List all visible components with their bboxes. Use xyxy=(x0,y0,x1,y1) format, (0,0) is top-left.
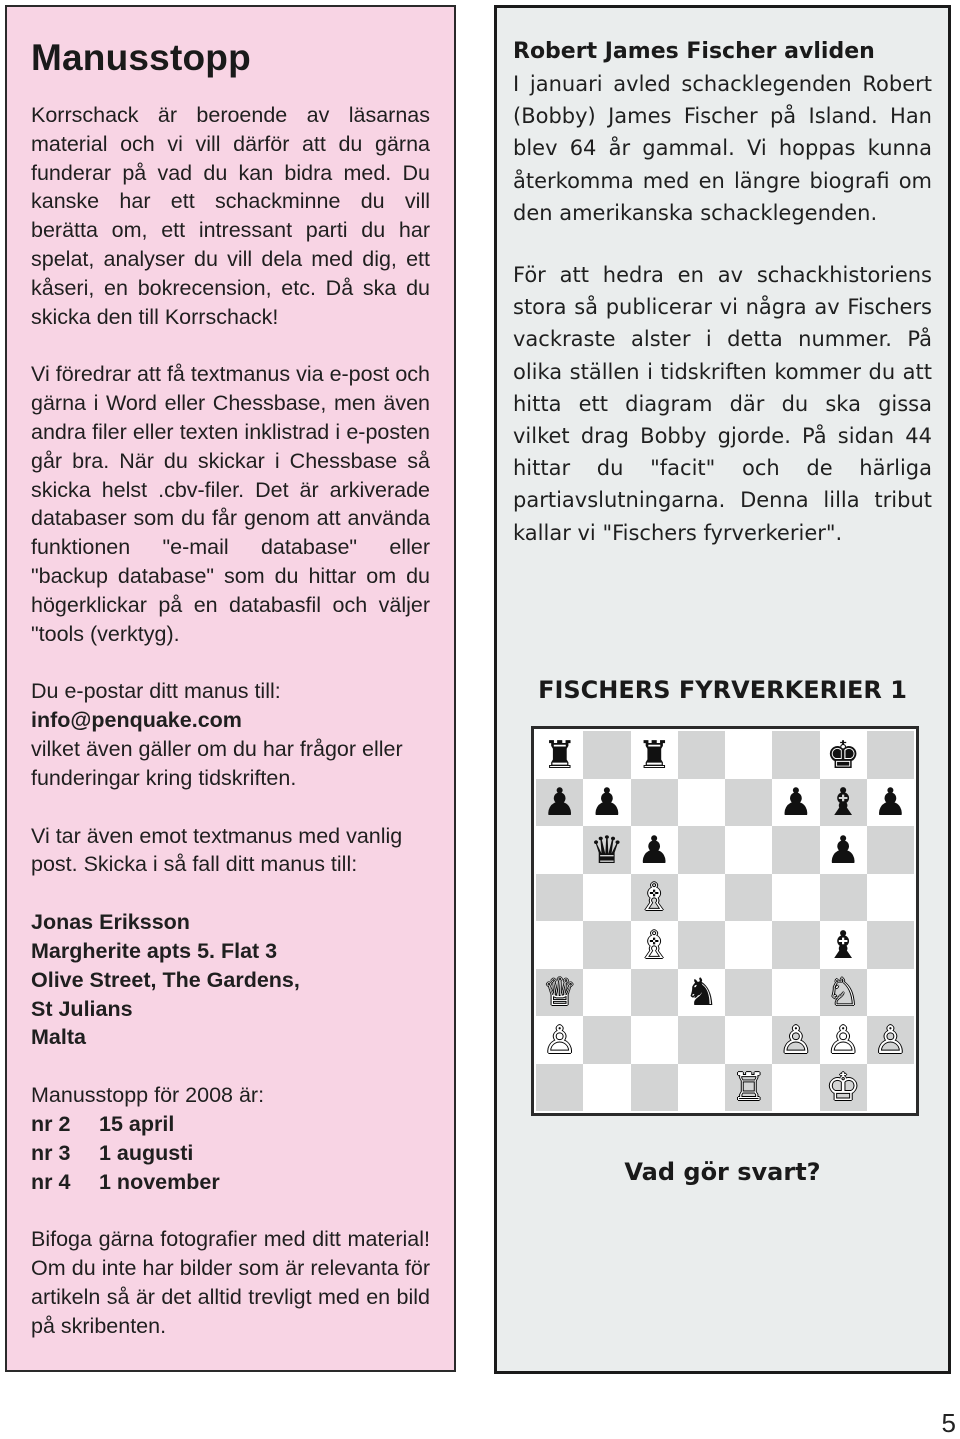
chess-piece-icon: ♔ xyxy=(826,1065,861,1110)
deadline-nr: nr 4 xyxy=(31,1169,71,1194)
board-square xyxy=(772,921,819,969)
board-square xyxy=(867,731,914,779)
article-headline: Robert James Fischer avliden xyxy=(513,39,875,64)
board-square xyxy=(820,779,867,827)
closing-paragraph: Bifoga gärna fotografier med ditt material! Om du inte har bilder som är relevanta för artikeln så är det alltid trevligt med en bild på skribenten. xyxy=(31,1227,430,1338)
chess-piece-icon: ♘ xyxy=(826,970,861,1015)
address-line: Jonas Eriksson xyxy=(31,910,190,935)
board-square xyxy=(583,969,630,1017)
email-outro: vilket även gäller om du har frågor eller funderingar kring tidskriften. xyxy=(31,736,403,790)
chess-piece-icon: ♟ xyxy=(873,780,908,825)
board-square xyxy=(772,1064,819,1112)
chess-piece-icon: ♙ xyxy=(826,1017,861,1062)
board-square xyxy=(725,1064,772,1112)
board-square xyxy=(820,921,867,969)
board-square xyxy=(820,1016,867,1064)
intro-paragraph: Korrschack är beroende av läsarnas material och vi vill därför att du gärna funderar på vad du kan bidra med. Du kanske har ett schackminne du vill berätta om, ett intressant parti du har spelat, analyser du vill dela med dig, ett kåseri, en bokrecension, etc. Då ska du skicka den till Korrschack! xyxy=(31,103,430,329)
page-number: 5 xyxy=(941,1408,956,1438)
board-square xyxy=(678,826,725,874)
board-square xyxy=(725,874,772,922)
board-square xyxy=(772,826,819,874)
address-line: Olive Street, The Gardens, xyxy=(31,967,300,992)
board-square xyxy=(536,826,583,874)
address-line: St Julians xyxy=(31,996,133,1021)
board-square xyxy=(725,779,772,827)
postal-address xyxy=(31,908,430,1052)
board-square xyxy=(867,1064,914,1112)
board-square xyxy=(772,779,819,827)
board-square xyxy=(725,826,772,874)
chess-piece-icon: ♕ xyxy=(542,970,577,1015)
chess-piece-icon: ♗ xyxy=(637,875,672,920)
chess-piece-icon: ♞ xyxy=(684,970,719,1015)
deadline-row xyxy=(31,1168,430,1197)
chess-piece-icon: ♝ xyxy=(826,780,861,825)
board-square xyxy=(820,1064,867,1112)
board-square xyxy=(583,826,630,874)
board-square xyxy=(536,1016,583,1064)
board-square xyxy=(820,731,867,779)
board-square xyxy=(725,1016,772,1064)
board-square xyxy=(536,969,583,1017)
board-square xyxy=(583,874,630,922)
chess-piece-icon: ♟ xyxy=(589,780,624,825)
chess-piece-icon: ♟ xyxy=(542,780,577,825)
chess-piece-icon: ♙ xyxy=(873,1017,908,1062)
chess-piece-icon: ♗ xyxy=(637,922,672,967)
board-square xyxy=(678,1064,725,1112)
format-paragraph: Vi föredrar att få textmanus via e-post och gärna i Word eller Chessbase, men även andra filer eller texten inklistrad i e-posten går bra. När du skickar i Chessbase så skicka helst .cbv-filer. Det är arkiverade databaser som du får genom att använda funktionen "e-mail database" eller "backup database" som du hittar om du högerklickar på en databasfil och väljer "tools (verktyg). xyxy=(31,362,430,646)
board-square xyxy=(725,921,772,969)
board-square xyxy=(678,731,725,779)
board-square xyxy=(678,921,725,969)
board-square xyxy=(583,1064,630,1112)
board-square xyxy=(536,1064,583,1112)
board-square xyxy=(631,731,678,779)
board-square xyxy=(772,731,819,779)
board-square xyxy=(536,731,583,779)
board-square xyxy=(725,731,772,779)
board-square xyxy=(772,874,819,922)
deadline-nr: nr 3 xyxy=(31,1140,71,1165)
chess-board xyxy=(536,731,914,1111)
deadlines xyxy=(31,1081,430,1196)
board-square xyxy=(583,1016,630,1064)
board-square xyxy=(867,874,914,922)
email-paragraph xyxy=(31,677,430,792)
board-square xyxy=(631,921,678,969)
fischer-article-box xyxy=(494,5,951,1374)
board-square xyxy=(867,1016,914,1064)
board-square xyxy=(583,731,630,779)
chess-piece-icon: ♜ xyxy=(542,732,577,777)
puzzle-title: FISCHERS FYRVERKERIER 1 xyxy=(538,676,907,704)
deadline-date: 1 november xyxy=(99,1169,220,1194)
article-paragraph-2: För att hedra en av schackhistoriens stora så publicerar vi några av Fischers vackraste alster i detta nummer. På olika ställen i tidskriften kommer du att hitta ett diagram där du ska gissa vilket drag Bobby gjorde. På sidan 44 hittar du "facit" och de härliga partiavslutningarna. Denna lilla tribut kallar vi "Fischers fyrverkerier". xyxy=(513,263,932,545)
puzzle-question: Vad gör svart? xyxy=(624,1158,821,1186)
board-square xyxy=(772,969,819,1017)
board-square xyxy=(867,826,914,874)
article-paragraph-1: I januari avled schacklegenden Robert (Bobby) James Fischer på Island. Han blev 64 år gammal. Vi hoppas kunna återkomma med en längre biografi om den amerikanska schacklegenden. xyxy=(513,72,932,225)
board-square xyxy=(536,921,583,969)
board-square xyxy=(820,826,867,874)
board-square xyxy=(820,874,867,922)
address-line: Margherite apts 5. Flat 3 xyxy=(31,938,278,963)
submission-info-box xyxy=(5,5,456,1372)
chess-piece-icon: ♟ xyxy=(778,780,813,825)
chess-piece-icon: ♛ xyxy=(589,827,624,872)
board-square xyxy=(772,1016,819,1064)
deadline-nr: nr 2 xyxy=(31,1111,71,1136)
deadline-date: 1 augusti xyxy=(99,1140,194,1165)
board-square xyxy=(867,969,914,1017)
board-square xyxy=(631,1016,678,1064)
board-square xyxy=(631,1064,678,1112)
chess-piece-icon: ♚ xyxy=(826,732,861,777)
board-square xyxy=(536,874,583,922)
board-square xyxy=(536,779,583,827)
board-square xyxy=(583,921,630,969)
board-square xyxy=(631,969,678,1017)
deadline-intro: Manusstopp för 2008 är: xyxy=(31,1083,265,1108)
email-address: info@penquake.com xyxy=(31,708,242,733)
board-square xyxy=(678,1016,725,1064)
board-square xyxy=(820,969,867,1017)
deadline-date: 15 april xyxy=(99,1111,175,1136)
deadline-row xyxy=(31,1110,430,1139)
board-square xyxy=(725,969,772,1017)
chess-piece-icon: ♙ xyxy=(542,1017,577,1062)
board-square xyxy=(678,779,725,827)
board-square xyxy=(678,874,725,922)
chess-piece-icon: ♜ xyxy=(637,732,672,777)
email-intro: Du e-postar ditt manus till: xyxy=(31,679,281,704)
address-line: Malta xyxy=(31,1025,86,1050)
deadline-row xyxy=(31,1139,430,1168)
board-square xyxy=(631,826,678,874)
board-square xyxy=(631,779,678,827)
board-square xyxy=(678,969,725,1017)
chess-piece-icon: ♟ xyxy=(826,827,861,872)
chess-piece-icon: ♙ xyxy=(778,1017,813,1062)
board-square xyxy=(867,779,914,827)
board-square xyxy=(867,921,914,969)
chess-diagram xyxy=(531,726,919,1116)
chess-piece-icon: ♟ xyxy=(637,827,672,872)
post-paragraph: Vi tar även emot textmanus med vanlig post. Skicka i så fall ditt manus till: xyxy=(31,823,403,877)
board-square xyxy=(583,779,630,827)
chess-piece-icon: ♖ xyxy=(731,1065,766,1110)
chess-piece-icon: ♝ xyxy=(826,922,861,967)
board-square xyxy=(631,874,678,922)
box-title: Manusstopp xyxy=(31,37,251,78)
